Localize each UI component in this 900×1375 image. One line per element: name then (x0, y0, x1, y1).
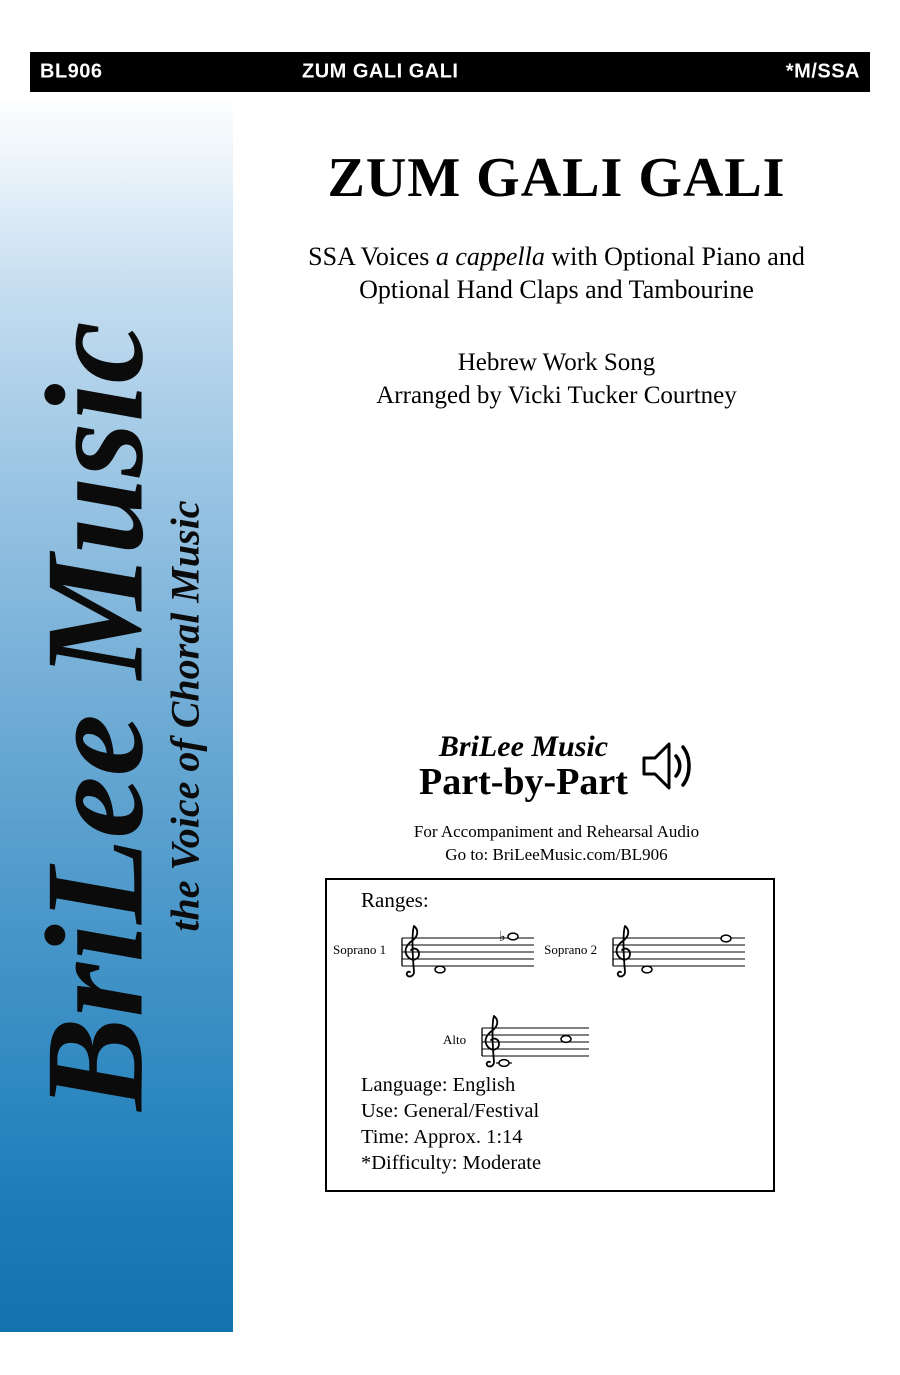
brand-name-vertical: BriLee Music (17, 321, 172, 1111)
brand-sidebar-band (0, 100, 233, 1332)
treble-clef-icon (486, 1016, 499, 1066)
header-bar (30, 52, 870, 92)
ranges-box (325, 878, 775, 1192)
difficulty-line: *Difficulty: Moderate (361, 1152, 542, 1174)
alto-staff-row (443, 1008, 593, 1072)
rotated-brand-text (17, 321, 207, 1111)
part-by-part-logo-text (419, 731, 628, 801)
subtitle-italic: a cappella (435, 242, 545, 271)
subtitle-pre: SSA Voices (308, 242, 436, 271)
treble-clef-icon (617, 926, 630, 976)
logo-product-name: Part-by-Part (419, 760, 628, 803)
soprano-1-label: Soprano 1 (333, 942, 387, 957)
low-note (499, 1060, 509, 1067)
part-by-part-logo (233, 730, 880, 802)
subtitle-line-2: Optional Hand Claps and Tambourine (359, 275, 754, 304)
soprano-1-staff (388, 918, 538, 982)
treble-clef-icon (406, 926, 419, 976)
high-note (721, 935, 731, 942)
ranges-details (361, 1072, 541, 1176)
language-line: Language: English (361, 1074, 516, 1096)
ranges-heading: Ranges: (361, 888, 429, 912)
song-type: Hebrew Work Song (457, 349, 656, 376)
soprano-2-label: Soprano 2 (544, 942, 598, 957)
subtitle-post: with Optional Piano and (544, 242, 805, 271)
subtitle-line-1 (233, 242, 880, 272)
header-song-title: ZUM GALI GALI (302, 60, 459, 83)
high-note (508, 933, 518, 940)
flat-accidental: ♭ (499, 929, 506, 945)
alto-label: Alto (443, 1032, 467, 1047)
audio-speaker-icon (638, 730, 694, 802)
audio-info-line-1: For Accompaniment and Rehearsal Audio (413, 822, 700, 841)
catalog-number: BL906 (40, 60, 103, 83)
low-note (642, 966, 652, 973)
audio-info-line-2: Go to: BriLeeMusic.com/BL906 (445, 845, 668, 864)
low-note (435, 966, 445, 973)
voicing-label: *M/SSA (785, 60, 860, 83)
soprano-staves-row (333, 918, 749, 982)
time-line: Time: Approx. 1:14 (361, 1126, 523, 1148)
arranger-credit: Arranged by Vicki Tucker Courtney (376, 382, 737, 409)
brand-tagline-vertical: the Voice of Choral Music (162, 500, 207, 932)
logo-brand-name: BriLee Music (438, 730, 609, 764)
high-note (561, 1036, 571, 1043)
soprano-2-staff (599, 918, 749, 982)
use-line: Use: General/Festival (361, 1100, 540, 1122)
page-title: ZUM GALI GALI (327, 147, 786, 209)
alto-staff (468, 1008, 593, 1072)
